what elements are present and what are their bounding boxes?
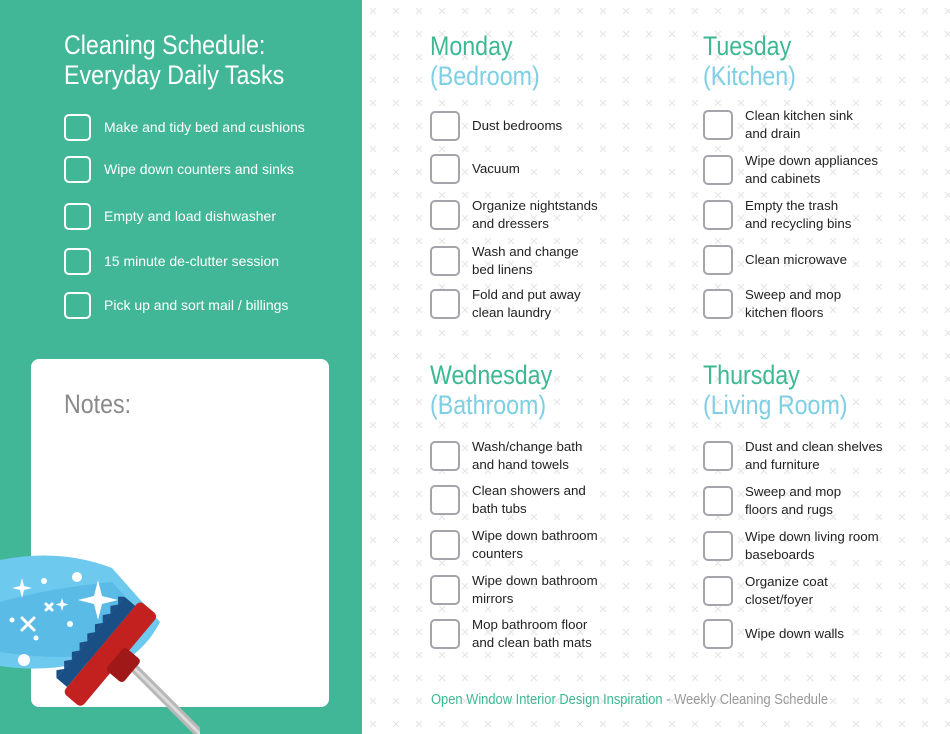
daily-task-label: Make and tidy bed and cushions — [104, 119, 305, 135]
task-item[interactable] — [430, 149, 672, 189]
task-checkbox[interactable] — [430, 111, 460, 141]
day-room: (Living Room) — [703, 390, 848, 420]
day-room: (Kitchen) — [703, 61, 796, 91]
task-checkbox[interactable] — [430, 619, 460, 649]
task-item[interactable] — [430, 284, 672, 324]
daily-task-label: Wipe down counters and sinks — [104, 161, 294, 177]
daily-task-item[interactable] — [64, 110, 305, 144]
task-checkbox[interactable] — [703, 531, 733, 561]
task-item[interactable] — [430, 525, 672, 565]
day-room: (Bathroom) — [430, 390, 547, 420]
task-checkbox[interactable] — [703, 441, 733, 471]
daily-task-label: 15 minute de-clutter session — [104, 253, 280, 269]
daily-task-checkbox[interactable] — [64, 203, 91, 230]
task-label: Wipe down appliances and cabinets — [745, 153, 879, 186]
task-label: Empty the trash and recycling bins — [745, 198, 852, 231]
day-title: Tuesday — [703, 31, 792, 61]
task-item[interactable] — [703, 571, 945, 611]
task-checkbox[interactable] — [430, 289, 460, 319]
task-checkbox[interactable] — [430, 575, 460, 605]
task-checkbox[interactable] — [703, 245, 733, 275]
task-label: Wipe down living room baseboards — [745, 529, 879, 562]
task-label: Wipe down bathroom counters — [472, 528, 598, 561]
task-label: Fold and put away clean laundry — [472, 287, 581, 320]
task-item[interactable] — [703, 105, 945, 145]
day-title: Monday — [430, 31, 513, 61]
day-block-wednesday — [430, 360, 680, 650]
task-checkbox[interactable] — [703, 576, 733, 606]
day-room: (Bedroom) — [430, 61, 540, 91]
task-checkbox[interactable] — [430, 200, 460, 230]
daily-task-item[interactable] — [64, 288, 288, 322]
task-label: Wash/change bath and hand towels — [472, 439, 583, 472]
daily-task-checkbox[interactable] — [64, 292, 91, 319]
footer-separator: - — [662, 691, 675, 708]
task-item[interactable] — [703, 150, 945, 190]
notes-title: Notes: — [64, 389, 132, 419]
task-checkbox[interactable] — [430, 485, 460, 515]
task-label: Dust and clean shelves and furniture — [745, 439, 883, 472]
task-label: Clean microwave — [745, 252, 847, 267]
task-item[interactable] — [430, 195, 672, 235]
task-checkbox[interactable] — [703, 486, 733, 516]
task-item[interactable] — [430, 570, 672, 610]
task-label: Dust bedrooms — [472, 118, 563, 133]
task-checkbox[interactable] — [430, 530, 460, 560]
task-label: Sweep and mop floors and rugs — [745, 484, 842, 517]
task-label: Clean kitchen sink and drain — [745, 108, 853, 141]
task-item[interactable] — [430, 106, 672, 146]
task-checkbox[interactable] — [430, 154, 460, 184]
task-label: Wash and change bed linens — [472, 244, 579, 277]
footer — [431, 691, 828, 708]
daily-task-item[interactable] — [64, 244, 279, 278]
task-item[interactable] — [430, 436, 672, 476]
task-item[interactable] — [703, 240, 945, 280]
daily-task-item[interactable] — [64, 152, 294, 186]
task-label: Organize nightstands and dressers — [472, 198, 598, 231]
day-title: Wednesday — [430, 360, 553, 390]
daily-task-label: Pick up and sort mail / billings — [104, 297, 289, 313]
task-item[interactable] — [703, 436, 945, 476]
task-label: Sweep and mop kitchen floors — [745, 287, 842, 320]
task-item[interactable] — [703, 284, 945, 324]
task-item[interactable] — [703, 481, 945, 521]
day-block-monday — [430, 31, 680, 320]
task-item[interactable] — [430, 614, 672, 654]
daily-task-item[interactable] — [64, 199, 276, 233]
task-item[interactable] — [703, 526, 945, 566]
sidebar-panel — [0, 0, 362, 734]
task-label: Wipe down bathroom mirrors — [472, 573, 598, 606]
task-checkbox[interactable] — [430, 441, 460, 471]
footer-subtitle: Weekly Cleaning Schedule — [674, 691, 829, 708]
task-checkbox[interactable] — [703, 619, 733, 649]
task-label: Vacuum — [472, 161, 520, 176]
daily-task-checkbox[interactable] — [64, 114, 91, 141]
task-checkbox[interactable] — [703, 155, 733, 185]
task-item[interactable] — [703, 614, 945, 654]
task-item[interactable] — [430, 480, 672, 520]
task-item[interactable] — [703, 195, 945, 235]
sidebar-title-line2: Everyday Daily Tasks — [64, 60, 285, 90]
sidebar-title — [64, 30, 305, 90]
sidebar-title-line1: Cleaning Schedule: — [64, 30, 266, 60]
daily-task-label: Empty and load dishwasher — [104, 208, 276, 224]
task-label: Wipe down walls — [745, 626, 845, 641]
task-checkbox[interactable] — [703, 289, 733, 319]
task-checkbox[interactable] — [703, 110, 733, 140]
day-block-thursday — [703, 360, 950, 641]
day-title: Thursday — [703, 360, 800, 390]
task-checkbox[interactable] — [703, 200, 733, 230]
task-label: Organize coat closet/foyer — [745, 574, 828, 607]
footer-brand: Open Window Interior Design Inspiration — [431, 691, 663, 708]
task-item[interactable] — [430, 241, 672, 281]
daily-task-checkbox[interactable] — [64, 248, 91, 275]
task-checkbox[interactable] — [430, 246, 460, 276]
task-label: Clean showers and bath tubs — [472, 483, 586, 516]
day-block-tuesday — [703, 31, 950, 320]
task-label: Mop bathroom floor and clean bath mats — [472, 617, 592, 650]
daily-task-checkbox[interactable] — [64, 156, 91, 183]
squeegee-illustration-icon — [0, 540, 200, 734]
